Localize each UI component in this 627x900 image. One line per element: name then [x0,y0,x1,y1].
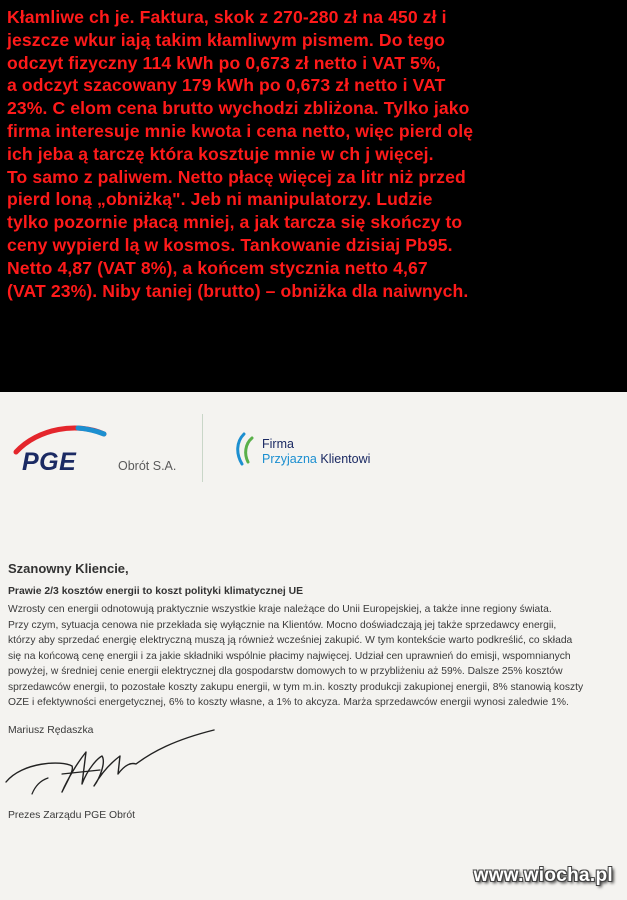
badge-line-1: Firma [262,437,294,451]
letter-body-line: powyżej, w średniej cenie energii elektrycznej dla gospodarstw domowych to w przybliżeniu aż 59%. Dalsze 25% kosztów [8,666,563,677]
rant-line: pierd loną „obniżką". Jeb ni manipulatorzy. Ludzie [7,189,433,210]
letter-body-line: którzy aby sprzedać energię elektryczną muszą ją również wcześniej zakupić. W tym kontekście warto podkreślić, co składa [8,635,573,646]
rant-line: (VAT 23%). Niby taniej (brutto) – obniżka dla naiwnych. [7,280,469,301]
handwritten-signature-icon [2,722,222,812]
signer-name: Mariusz Rędaszka [8,725,94,736]
rant-line: ceny wypierd lą w kosmos. Tankowanie dzisiaj Pb95. [7,234,453,255]
customer-friendly-badge-icon [232,432,256,466]
company-suffix: Obrót S.A. [118,459,177,473]
signer-role: Prezes Zarządu PGE Obrót [8,810,136,821]
letter-scan [0,392,627,900]
rant-line: tylko pozornie płacą mniej, a jak tarcza się skończy to [7,212,463,233]
letter-body-line: sprzedawców energii, to pozostałe koszty zakupu energii, w tym m.in. koszty produkcji zakupionej energii, 8% stanowią koszty [8,681,584,693]
pge-logo-text: PGE [22,448,77,476]
letter-greeting: Szanowny Kliencie, [8,561,129,576]
rant-line: a odczyt szacowany 179 kWh po 0,673 zł netto i VAT [7,75,446,96]
rant-line: ich jeba ą tarczę która kosztuje mnie w ch j więcej. [7,143,434,164]
letter-body [8,602,624,711]
letter-body-line: Wzrosty cen energii odnotowują praktycznie wszystkie kraje należące do Unii Europejskiej, a także inne regiony świata. [8,604,552,615]
letter-body-line: OZE i efektywności energetycznej, 6% to koszty własne, a 1% to akcyza. Marża sprzedawców energii wynosi zaledwie 1%. [8,697,569,708]
badge-word-przyjazna: Przyjazna [262,452,317,466]
rant-text-block [0,0,627,392]
letter-subject: Prawie 2/3 kosztów energii to koszt polityki klimatycznej UE [8,586,304,597]
rant-line: jeszcze wkur iają takim kłamliwym pismem. Do tego [7,29,446,50]
rant-line: Kłamliwe ch je. Faktura, skok z 270-280 zł na 450 zł i [7,7,447,27]
letter-body-line: się na końcową cenę energii i za jakie składniki wspólnie płacimy najwięcej. Udział cen uprawnień do emisji, wspomnianych [8,650,571,662]
badge-word-klientowi: Klientowi [320,452,371,466]
rant-line: firma interesuje mnie kwota i cena netto, więc pierd olę [7,120,474,141]
rant-line: Netto 4,87 (VAT 8%), a końcem stycznia netto 4,67 [7,257,428,278]
letter-body-line: Przy czym, sytuacja cenowa nie przekłada się wyłącznie na Klientów. Mocno doświadczają jej także sprzedawcy energii, [8,619,557,631]
rant-line: To samo z paliwem. Netto płacę więcej za litr niż przed [7,166,466,187]
rant-paragraph [7,6,621,302]
site-watermark: www.wiocha.pl [473,865,613,886]
badge-line-2 [262,452,370,466]
header-divider [202,414,203,482]
rant-line: 23%. C elom cena brutto wychodzi zbliżona. Tylko jako [7,98,470,119]
rant-line: odczyt fizyczny 114 kWh po 0,673 zł netto i VAT 5%, [7,52,441,73]
